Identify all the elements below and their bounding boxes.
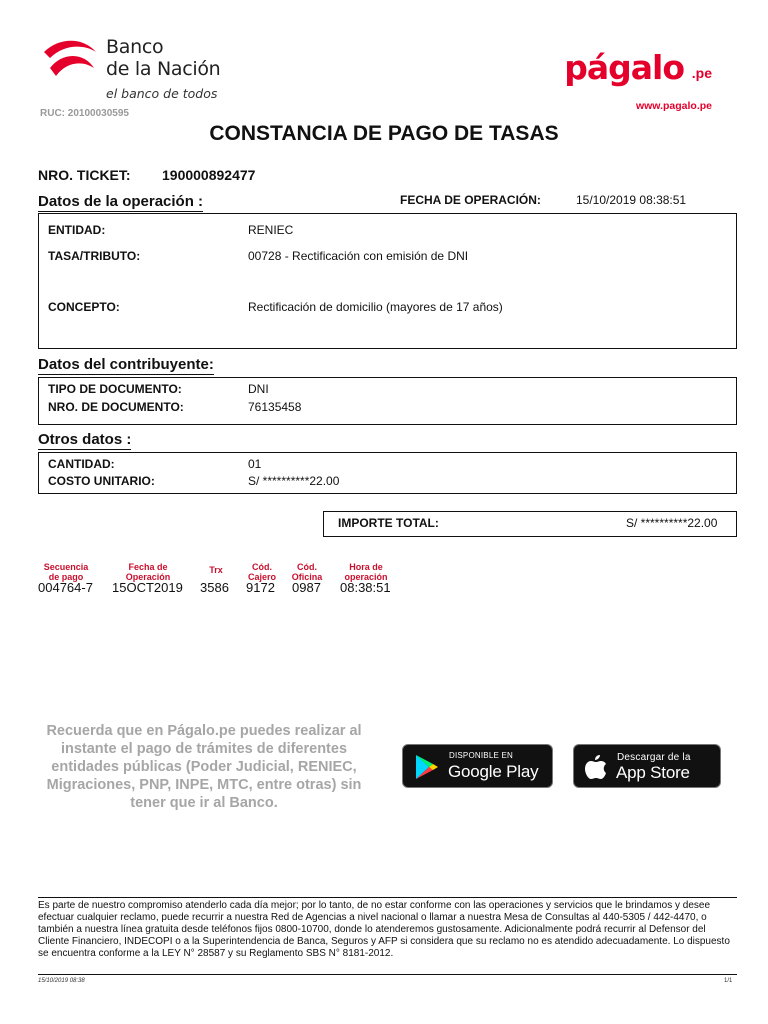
importe-total-value: S/ **********22.00	[626, 516, 718, 530]
banco-nacion-logo	[40, 36, 240, 106]
bank-tagline: el banco de todos	[106, 86, 218, 101]
header-fecha-1: Fecha de	[128, 562, 168, 572]
tipo-documento-label: TIPO DE DOCUMENTO:	[48, 382, 182, 396]
cantidad-label: CANTIDAD:	[48, 457, 115, 471]
bank-table-header	[244, 562, 280, 582]
google-play-button[interactable]	[402, 744, 553, 788]
footer-divider	[38, 974, 737, 975]
nro-documento-value: 76135458	[248, 400, 302, 414]
fecha-op-value: 15OCT2019	[112, 580, 183, 595]
trx-value: 3586	[200, 580, 229, 595]
oficina-value: 0987	[292, 580, 321, 595]
promo-text: Recuerda que en Págalo.pe puedes realizar al instante el pago de trámites de diferentes entidades públicas (Poder Judicial, RENIEC, Migraciones, PNP, INPE, MTC, entre otras) sin tener que ir al Banco.	[46, 723, 362, 811]
document-title: CONSTANCIA DE PAGO DE TASAS	[209, 122, 559, 145]
google-play-small-text: DISPONIBLE EN	[449, 751, 513, 760]
bank-name-line2: de la Nación	[106, 58, 221, 80]
pagalo-word: págalo	[564, 48, 684, 87]
tipo-documento-value: DNI	[248, 382, 269, 396]
google-play-big-text: Google Play	[448, 762, 539, 781]
bank-table-header	[38, 562, 94, 582]
pagalo-logo	[564, 40, 712, 100]
header-oficina-1: Cód.	[297, 562, 317, 572]
header-oficina-2: Oficina	[291, 572, 323, 582]
tasa-label: TASA/TRIBUTO:	[48, 249, 141, 263]
app-store-small-text: Descargar de la	[617, 752, 691, 763]
google-play-icon	[415, 754, 439, 780]
header-secuencia-2: de pago	[48, 572, 84, 582]
bank-table-header	[202, 565, 230, 575]
entidad-value: RENIEC	[248, 223, 294, 237]
cantidad-value: 01	[248, 457, 262, 471]
bank-table-header	[289, 562, 325, 582]
concepto-label: CONCEPTO:	[48, 300, 120, 314]
bank-table-header	[116, 562, 180, 582]
costo-unitario-value: S/ **********22.00	[248, 474, 340, 488]
ticket-value: 190000892477	[162, 167, 256, 183]
secuencia-value: 004764-7	[38, 580, 93, 595]
ruc-number: RUC: 20100030595	[40, 108, 129, 119]
app-store-button[interactable]	[573, 744, 721, 788]
bank-name	[106, 36, 220, 80]
footer-date: 15/10/2019 08:38	[38, 978, 85, 984]
costo-unitario-label: COSTO UNITARIO:	[48, 474, 155, 488]
apple-icon	[585, 754, 607, 780]
header-hora-2: operación	[344, 572, 388, 582]
header-fecha-2: Operación	[125, 572, 171, 582]
operacion-section-title: Datos de la operación :	[38, 193, 204, 210]
pagalo-suffix: .pe	[691, 65, 712, 81]
header-secuencia-1: Secuencia	[43, 562, 89, 572]
disclaimer-divider	[38, 897, 737, 898]
concepto-value: Rectificación de domicilio (mayores de 17 años)	[248, 300, 503, 314]
contribuyente-section-title: Datos del contribuyente:	[38, 356, 214, 373]
otros-section-title: Otros datos :	[38, 431, 132, 448]
banco-nacion-emblem-icon	[40, 38, 100, 84]
cajero-value: 9172	[246, 580, 275, 595]
header-cajero-2: Cajero	[247, 572, 276, 582]
disclaimer-text: Es parte de nuestro compromiso atenderlo cada día mejor; por lo tanto, de no estar conforme con las operaciones y servicios que le brindamos y desee efectuar cualquier reclamo, puede recurrir a nuestra Red de Agencias a nivel nacional o llamar a nuestra Mesa de Consultas al 440-5305 / 442-4470, o también a nuestra línea gratuita desde teléfonos fijos 0800-10700, donde lo atenderemos gustosamente. Adicionalmente podrá recurrir al Defensor del Cliente Financiero, INDECOPI o a la Superintendencia de Banca, Seguros y AFP si considera que su reclamo no es atendido adecuadamente. Lo dispuesto se encuentra conforme a la LEY N° 28587 y su Reglamento SBS N° 8181-2012.	[38, 900, 730, 959]
hora-value: 08:38:51	[340, 580, 391, 595]
ticket-label: NRO. TICKET:	[38, 167, 131, 183]
pagalo-url[interactable]: www.pagalo.pe	[635, 100, 712, 112]
operacion-box	[38, 213, 737, 349]
nro-documento-label: NRO. DE DOCUMENTO:	[48, 400, 184, 414]
fecha-operacion-label: FECHA DE OPERACIÓN:	[400, 193, 541, 207]
header-hora-1: Hora de	[349, 562, 383, 572]
entidad-label: ENTIDAD:	[48, 223, 106, 237]
app-store-big-text: App Store	[616, 763, 690, 782]
bank-table-header	[336, 562, 396, 582]
header-trx: Trx	[209, 565, 223, 575]
footer-page: 1/1	[724, 978, 733, 984]
bank-name-line1: Banco	[106, 36, 164, 58]
importe-total-label: IMPORTE TOTAL:	[338, 516, 439, 530]
tasa-value: 00728 - Rectificación con emisión de DNI	[248, 249, 469, 263]
fecha-operacion-value: 15/10/2019 08:38:51	[576, 193, 687, 207]
header-cajero-1: Cód.	[252, 562, 272, 572]
